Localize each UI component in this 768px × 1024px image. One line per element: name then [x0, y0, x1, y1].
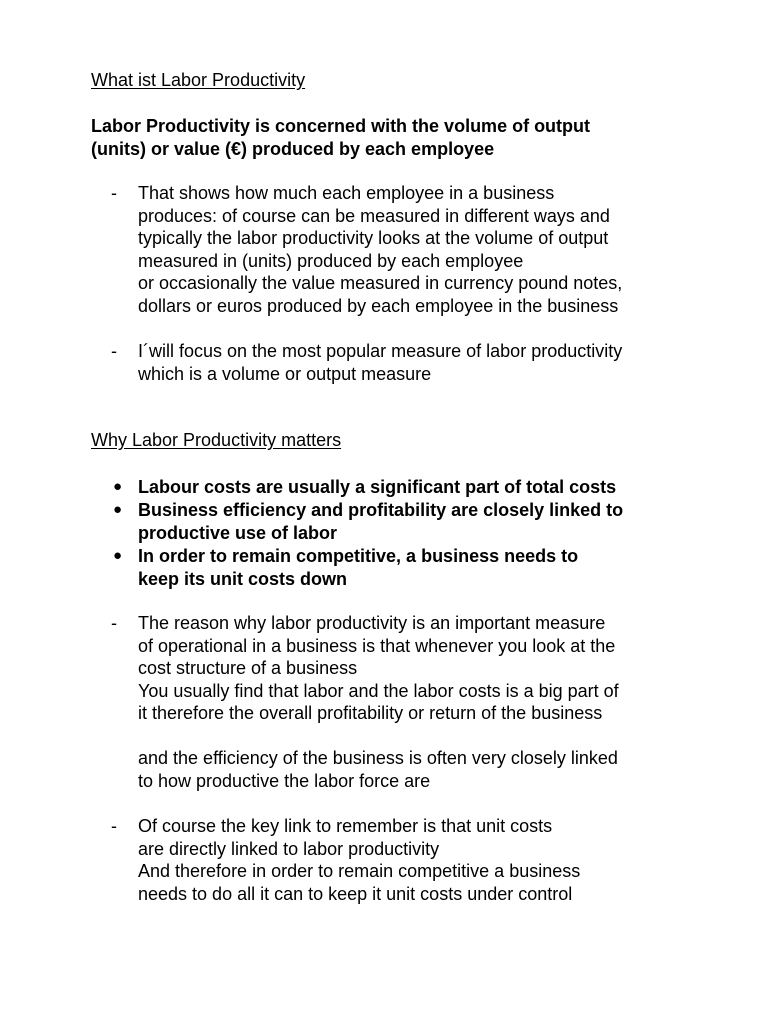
list-item-text: Labour costs are usually a significant part of total costs — [138, 477, 617, 497]
bullet-marker: ● — [113, 478, 123, 495]
list-item-text: Business efficiency and profitability are closely linked to productive use of labor — [138, 500, 624, 543]
list-item-text: Of course the key link to remember is that unit costs are directly linked to labor productivity And therefore in order to remain competitive a business needs to do all it can to keep it unit costs under control — [138, 816, 581, 904]
list-item-text: In order to remain competitive, a business needs to keep its unit costs down — [138, 546, 579, 589]
dash-marker: - — [111, 341, 117, 361]
dash-marker: - — [111, 613, 117, 633]
dash-marker: - — [111, 183, 117, 203]
list-item-text: The reason why labor productivity is an important measure of operational in a business is that whenever you look at the cost structure of a business You usually find that labor and the labor costs is a big part of it therefore the overall profitability or return of the business and the efficiency of the business is often very closely linked to how productive the labor force are — [138, 613, 619, 791]
list-item-text: I´will focus on the most popular measure of labor productivity which is a volume or output measure — [138, 341, 623, 384]
list-item-text: That shows how much each employee in a business produces: of course can be measured in different ways and typically the labor productivity looks at the volume of output measured in (units) produced by each employee or occasionally the value measured in currency pound notes, dollars or euros produced by each employee in the business — [138, 183, 623, 316]
bullet-marker: ● — [113, 547, 123, 564]
definition-paragraph: Labor Productivity is concerned with the volume of output (units) or value (€) produced by each employee — [91, 116, 591, 159]
bullet-marker: ● — [113, 501, 123, 518]
heading-why-labor-productivity-matters: Why Labor Productivity matters — [91, 430, 342, 450]
heading-what-is-labor-productivity: What ist Labor Productivity — [91, 70, 306, 90]
dash-marker: - — [111, 816, 117, 836]
